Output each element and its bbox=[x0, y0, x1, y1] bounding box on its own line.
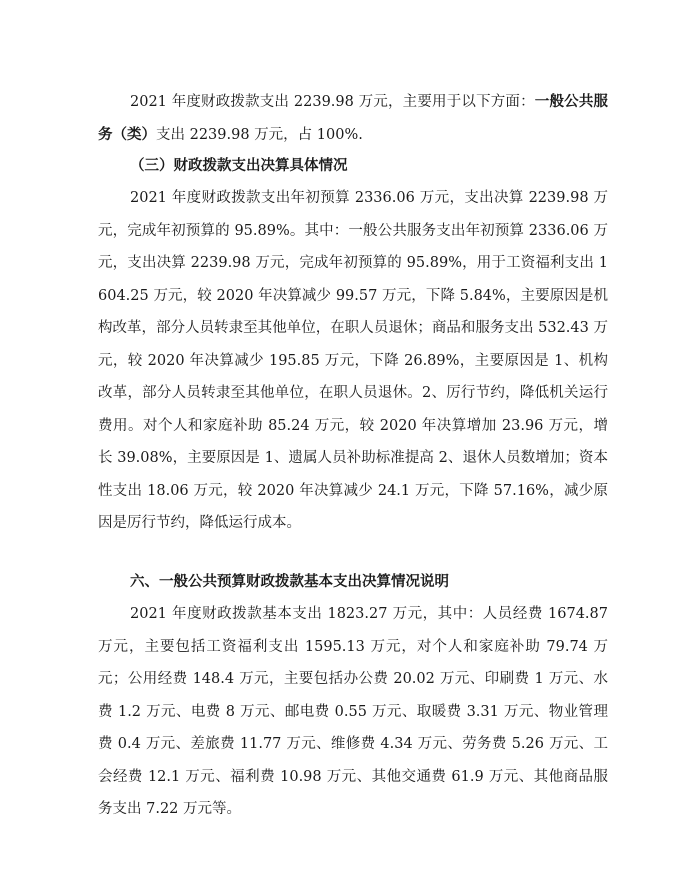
paragraph-basic-expenditure: 2021 年度财政拨款基本支出 1823.27 万元，其中：人员经费 1674.87 万元，主要包括工资福利支出 1595.13 万元，对个人和家庭补助 79.74 万元；公用经费 148.4 万元，主要包括办公费 20.02 万元、印刷费 1 万元、水费 1.2 万元、电费 8 万元、邮电费 0.55 万元、取暖费 3.31 万元、物业管理费 0.4 万元、差旅费 11.77 万元、维修费 4.34 万元、劳务费 5.26 万元、工会经费 12.1 万元、福利费 10.98 万元、其他交通费 61.9 万元、其他商品服务支出 7.22 万元等。 bbox=[98, 606, 608, 817]
paragraph-fiscal-expenditure-summary bbox=[98, 86, 608, 151]
section-heading-basic-expenditure: 六、一般公共预算财政拨款基本支出决算情况说明 bbox=[130, 573, 449, 590]
paragraph-expenditure-detail: 2021 年度财政拨款支出年初预算 2336.06 万元，支出决算 2239.98 万元，完成年初预算的 95.89%。其中：一般公共服务支出年初预算 2336.06 万元，支出决算 2239.98 万元，完成年初预算的 95.89%，用于工资福利支出 1604.25 万元，较 2020 年决算减少 99.57 万元，下降 5.84%，主要原因是机构改革，部分人员转隶至其他单位，在职人员退休；商品和服务支出 532.43 万元，较 2020 年决算减少 195.85 万元，下降 26.89%，主要原因是 1、机构改革，部分人员转隶至其他单位，在职人员退休。2、厉行节约，降低机关运行费用。对个人和家庭补助 85.24 万元，较 2020 年决算增加 23.96 万元，增长 39.08%，主要原因是 1、遗属人员补助标准提高 2、退休人员数增加；资本性支出 18.06 万元，较 2020 年决算减少 24.1 万元，下降 57.16%，减少原因是厉行节约，降低运行成本。 bbox=[98, 190, 608, 531]
paragraph-text: 支出 2239.98 万元，占 100%. bbox=[156, 126, 363, 143]
section-heading-expenditure-detail: （三）财政拨款支出决算具体情况 bbox=[130, 157, 348, 174]
paragraph-text: 2021 年度财政拨款支出 2239.98 万元，主要用于以下方面： bbox=[130, 94, 535, 110]
bold-category: 一般公共服务（类） bbox=[98, 93, 608, 143]
